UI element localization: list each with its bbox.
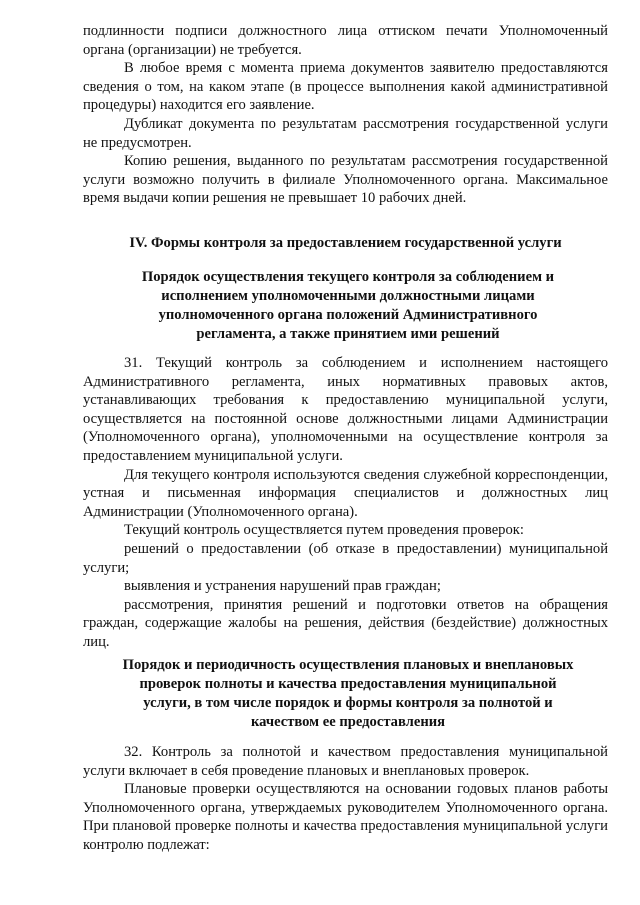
paragraph: 31. Текущий контроль за соблюдением и исполнением настоящего Административного регламента, иных нормативных правовых актов, устанавливающих требования к предоставлению муниципальной услуги, осуществляется на постоянной основе должностными лицами Администрации (Уполномоченного органа), уполномоченными на осуществление контроля за предоставлением муниципальной услуги. bbox=[83, 355, 608, 464]
paragraph: подлинности подписи должностного лица оттиском печати Уполномоченный органа (организации) не требуется. bbox=[83, 23, 608, 58]
paragraph: выявления и устранения нарушений прав граждан; bbox=[124, 578, 441, 595]
paragraph: Плановые проверки осуществляются на основании годовых планов работы Уполномоченного органа, утверждаемых руководителем Уполномоченного органа. При плановой проверке полноты и качества предоставления муниципальной услуги контролю подлежат: bbox=[83, 781, 608, 853]
paragraph: Текущий контроль осуществляется путем проведения проверок: bbox=[124, 522, 524, 539]
paragraph: 32. Контроль за полнотой и качеством предоставления муниципальной услуги включает в себя проведение плановых и внеплановых проверок. bbox=[83, 744, 608, 779]
paragraph: решений о предоставлении (об отказе в предоставлении) муниципальной услуги; bbox=[83, 540, 608, 576]
paragraph: Дубликат документа по результатам рассмотрения государственной услуги не предусмотрен. bbox=[83, 115, 608, 151]
paragraph: рассмотрения, принятия решений и подготовки ответов на обращения граждан, содержащие жалобы на решения, действия (бездействие) должностных лиц. bbox=[83, 596, 608, 650]
subsection-title: Порядок и периодичность осуществления плановых и внеплановых проверок полноты и качества предоставления муниципальной услуги, в том числе порядок и формы контроля за полнотой и качеством ее предоставления bbox=[122, 657, 574, 730]
section-title: IV. Формы контроля за предоставлением государственной услуги bbox=[129, 235, 562, 251]
paragraph: Для текущего контроля используются сведения служебной корреспонденции, устная и письменная информация специалистов и должностных лиц Администрации (Уполномоченного органа). bbox=[83, 466, 608, 520]
control-text-block bbox=[83, 354, 608, 652]
paragraph: В любое время с момента приема документов заявителю предоставляются сведения о том, на каком этапе (в процессе выполнения какой административной процедуры) находится его заявление. bbox=[83, 60, 608, 114]
paragraph: Копию решения, выданного по результатам рассмотрения государственной услуги возможно получить в филиале Уполномоченного органа. Максимальное время выдачи копии решения не превышает 10 рабочих дней. bbox=[83, 153, 608, 207]
inspection-text-block bbox=[83, 743, 608, 855]
subsection-title: Порядок осуществления текущего контроля за соблюдением и исполнением уполномоченными должностными лицами уполномоченного органа положений Административного регламента, а также принятием ими решений bbox=[141, 269, 555, 342]
intro-text-block bbox=[83, 22, 608, 208]
